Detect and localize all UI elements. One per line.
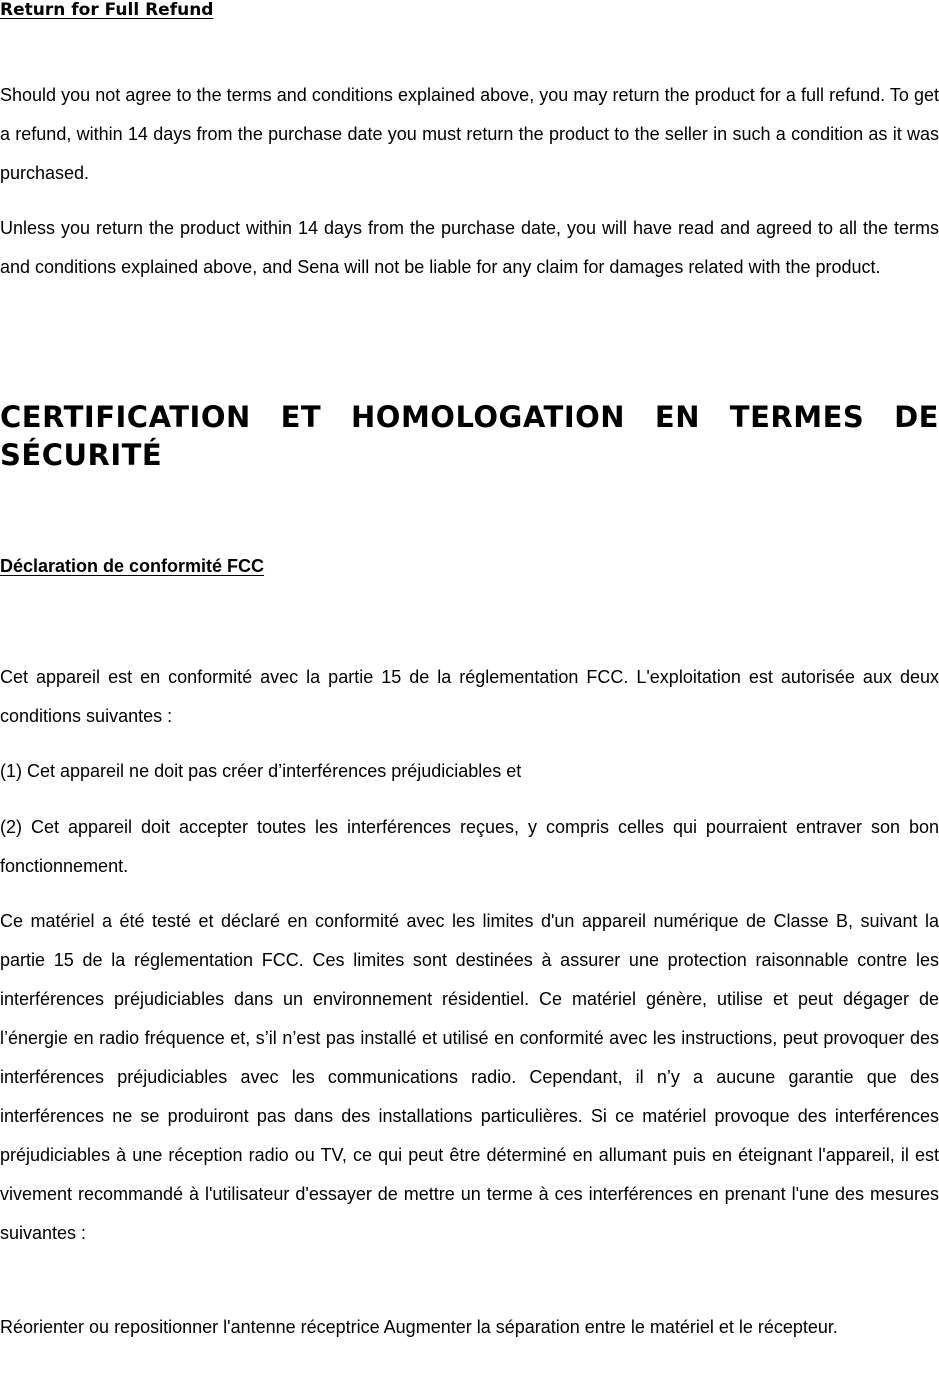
return-paragraph-1: Should you not agree to the terms and conditions explained above, you may return the product for a full refund. To get a refund, within 14 days from the purchase date you must return the product to the seller in such a condition as it was purchased.	[0, 85, 939, 183]
fcc-paragraph-conditions: Cet appareil est en conformité avec la partie 15 de la réglementation FCC. L'exploitation est autorisée aux deux conditions suivantes :	[0, 667, 939, 726]
fcc-condition-2: (2) Cet appareil doit accepter toutes les interférences reçues, y compris celles qui pourraient entraver son bon fonctionnement.	[0, 817, 939, 876]
fcc-condition-1: (1) Cet appareil ne doit pas créer d’interférences préjudiciables et	[0, 761, 522, 781]
fcc-declaration-subheading: Déclaration de conformité FCC	[0, 556, 265, 576]
fcc-class-b-paragraph: Ce matériel a été testé et déclaré en conformité avec les limites d'un appareil numérique de Classe B, suivant la partie 15 de la réglementation FCC. Ces limites sont destinées à assurer une protection raisonnable contre les interférences préjudiciables dans un environnement résidentiel. Ce matériel génère, utilise et peut dégager de l’énergie en radio fréquence et, s’il n’est pas installé et utilisé en conformité avec les instructions, peut provoquer des interférences préjudiciables avec les communications radio. Cependant, il n’y a aucune garantie que des interférences ne se produiront pas dans des installations particulières. Si ce matériel provoque des interférences préjudiciables à une réception radio ou TV, ce qui peut être déterminé en allumant puis en éteignant l'appareil, il est vivement recommandé à l'utilisateur d'essayer de mettre un terme à ces interférences en prenant l'une des mesures suivantes :	[0, 911, 939, 1243]
fcc-measures-paragraph: Réorienter ou repositionner l'antenne réceptrice Augmenter la séparation entre le matériel et le récepteur.	[0, 1317, 838, 1337]
return-paragraph-2: Unless you return the product within 14 days from the purchase date, you will have read and agreed to all the terms and conditions explained above, and Sena will not be liable for any claim for damages related with the product.	[0, 218, 939, 277]
return-refund-heading: Return for Full Refund	[0, 0, 214, 20]
certification-heading: CERTIFICATION ET HOMOLOGATION EN TERMES DE SÉCURITÉ	[0, 400, 939, 472]
